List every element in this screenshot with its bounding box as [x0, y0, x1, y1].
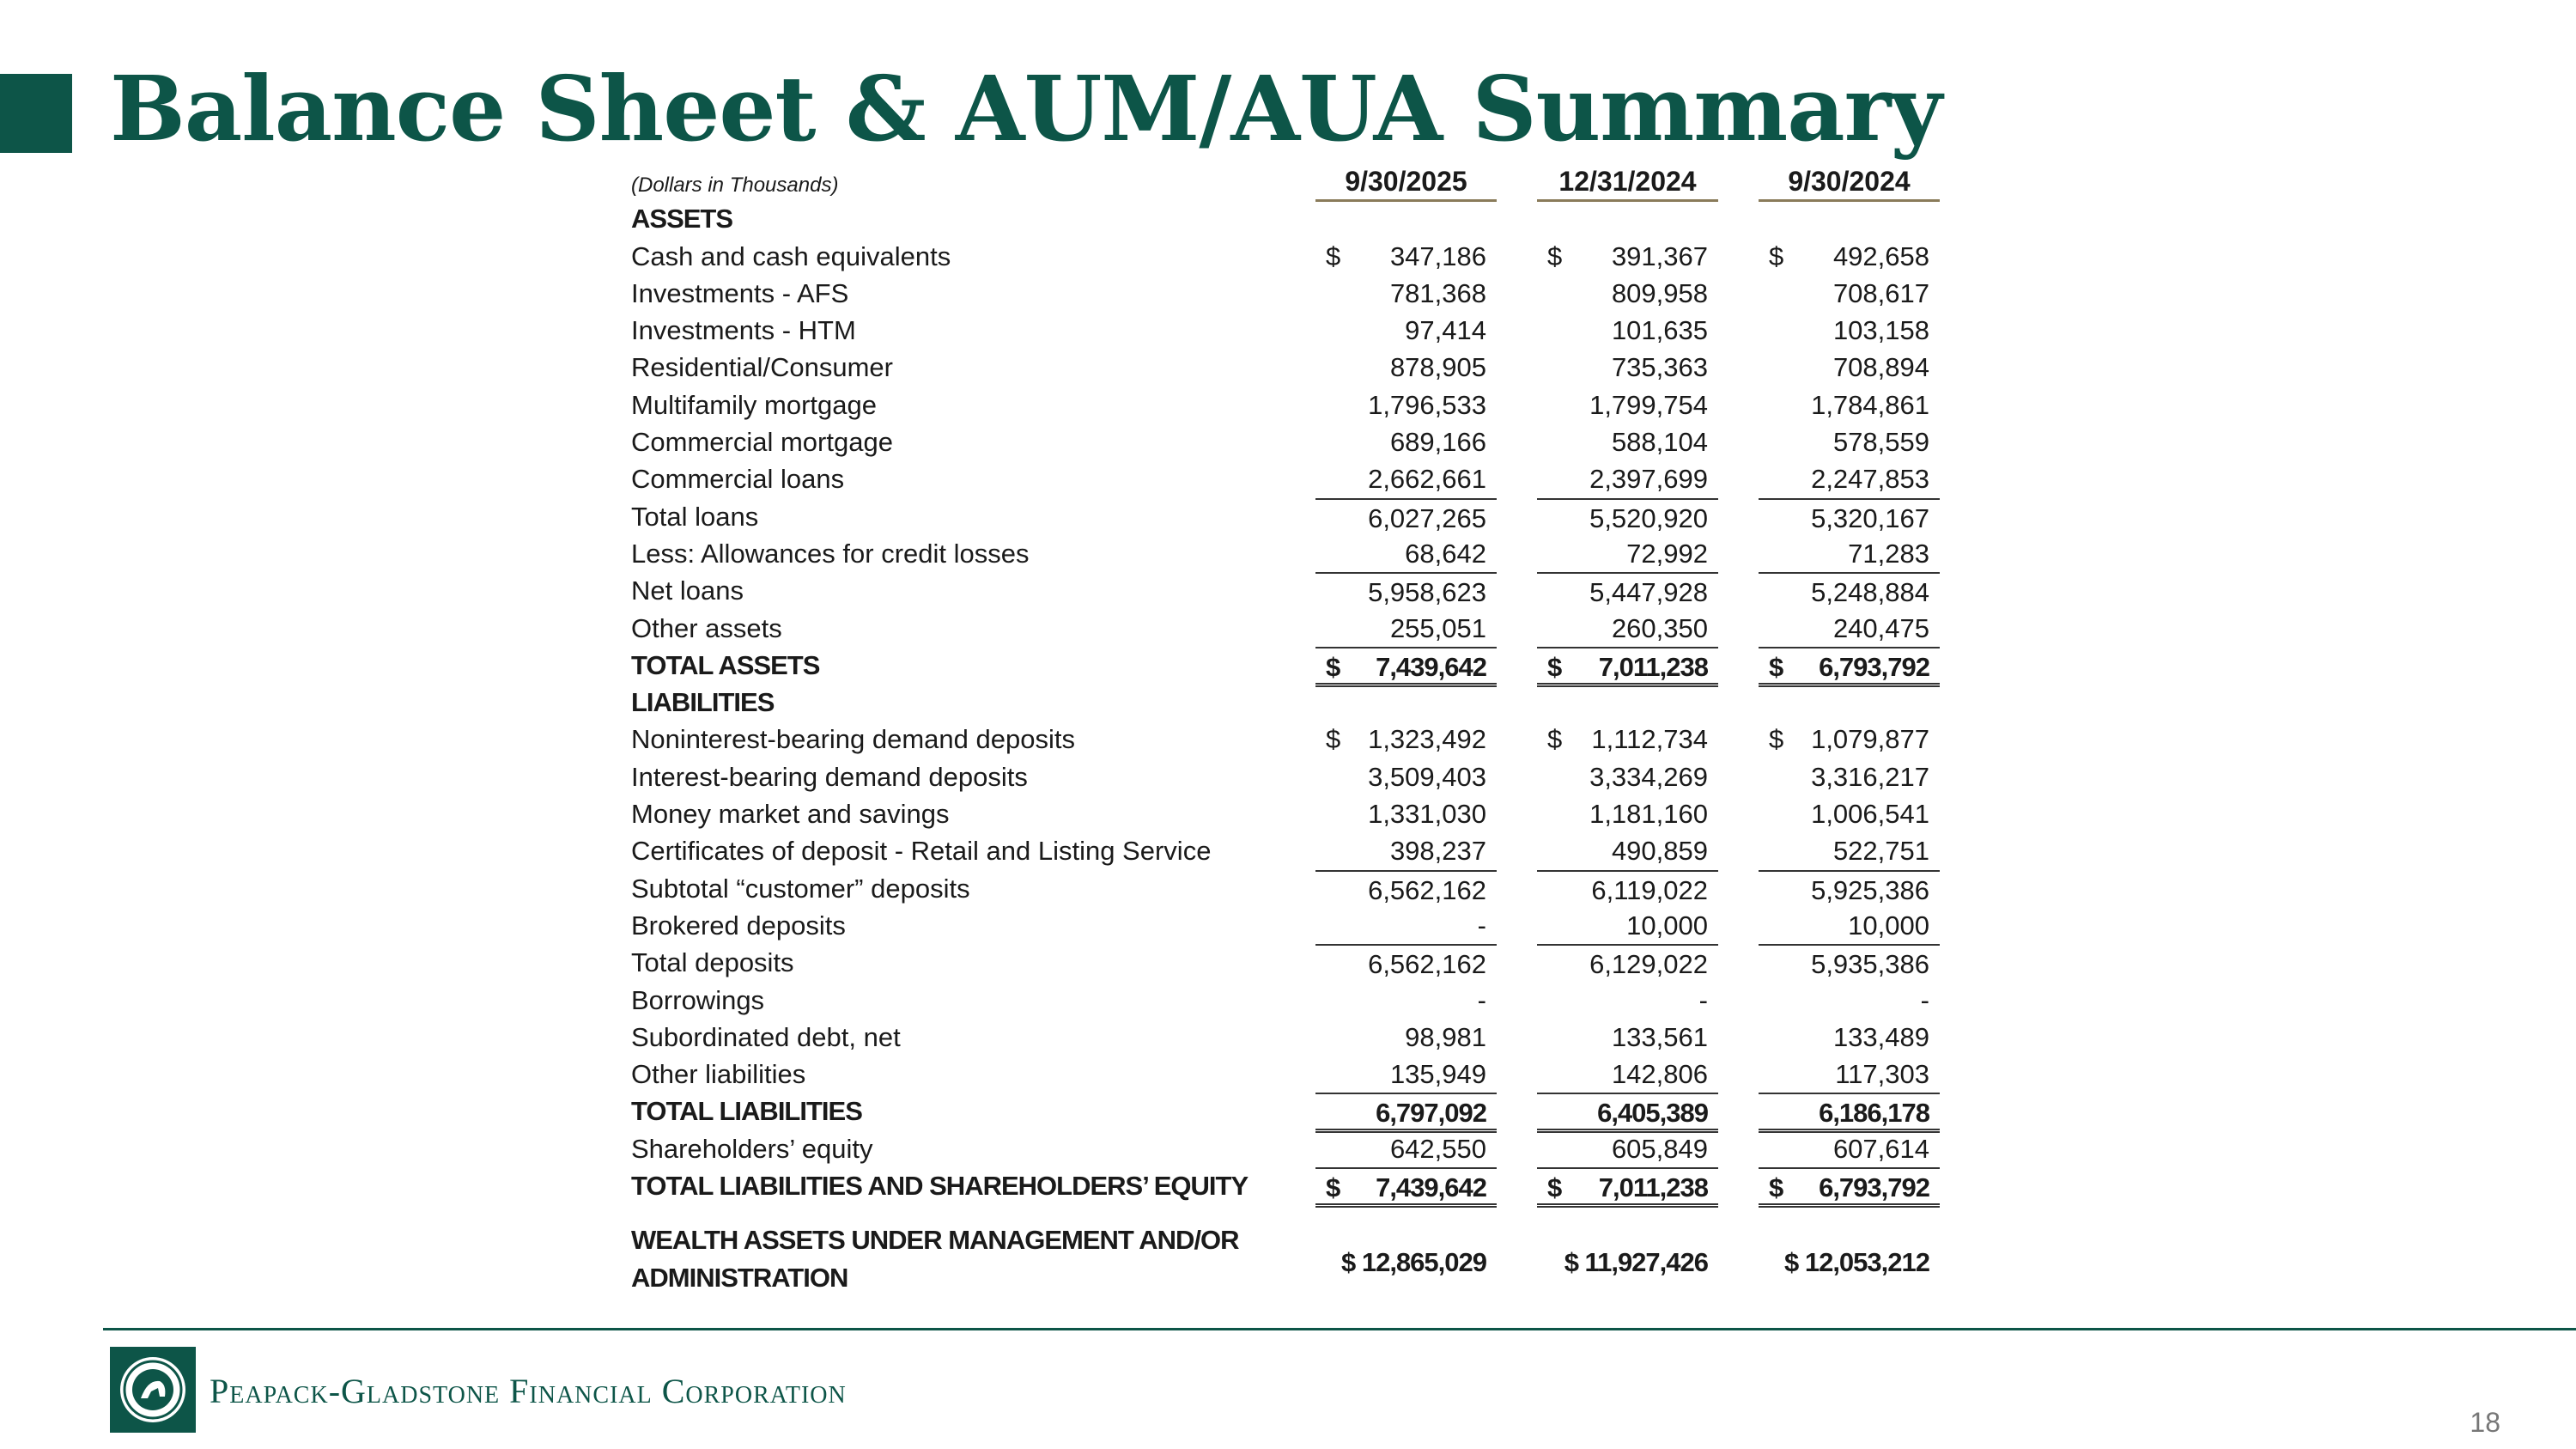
- cell-value: 1,796,533: [1368, 389, 1486, 420]
- column-header: 9/30/2025: [1315, 163, 1497, 202]
- table-cell: [1315, 610, 1497, 647]
- cell-value: 5,447,928: [1589, 577, 1708, 608]
- cell-value: 133,489: [1832, 1021, 1929, 1052]
- row-label: Total loans: [631, 501, 759, 532]
- table-row: [631, 460, 1953, 497]
- row-label: Multifamily mortgage: [631, 389, 877, 420]
- row-label: Investments - HTM: [631, 315, 856, 346]
- cell-value: 2,662,661: [1368, 464, 1486, 495]
- cell-value: 10,000: [1626, 910, 1708, 941]
- cell-value: 240,475: [1832, 612, 1929, 643]
- table-row: [631, 721, 1953, 758]
- cell-value: 7,011,238: [1598, 1172, 1708, 1203]
- dollar-sign: $: [1326, 1172, 1340, 1203]
- table-cell: [1759, 275, 1940, 312]
- table-row: [631, 1019, 1953, 1056]
- table-cell: [1537, 312, 1718, 349]
- table-cell: [1537, 275, 1718, 312]
- table-cell: [1759, 312, 1940, 349]
- aum-value: $ 12,053,212: [1783, 1247, 1929, 1278]
- table-cell: [1537, 1167, 1718, 1208]
- table-cell: [1759, 721, 1940, 758]
- table-cell: [1759, 795, 1940, 832]
- page-number: 18: [2470, 1407, 2500, 1438]
- cell-value: 5,520,920: [1589, 502, 1708, 533]
- cell-value: 133,561: [1611, 1021, 1708, 1052]
- row-label: ASSETS: [631, 204, 733, 234]
- table-cell: [1537, 758, 1718, 795]
- table-cell: [1537, 1093, 1718, 1133]
- cell-value: 97,414: [1405, 315, 1486, 346]
- table-row: [631, 1093, 1953, 1129]
- table-row: [631, 795, 1953, 832]
- cell-value: 735,363: [1611, 352, 1708, 383]
- cell-value: 6,027,265: [1368, 502, 1486, 533]
- table-cell: [1759, 387, 1940, 423]
- row-label: Shareholders’ equity: [631, 1133, 873, 1164]
- cell-value: 1,006,541: [1811, 799, 1929, 830]
- table-cell: [1537, 572, 1718, 611]
- table-cell: [1315, 907, 1497, 944]
- table-row: [631, 200, 1953, 237]
- cell-value: -: [1920, 984, 1929, 1015]
- table-header-row: [631, 163, 1953, 200]
- table-cell: [1315, 982, 1497, 1019]
- cell-value: 142,806: [1611, 1059, 1708, 1090]
- cell-value: 7,439,642: [1376, 1172, 1486, 1203]
- table-cell: [1315, 1019, 1497, 1056]
- row-label: Cash and cash equivalents: [631, 240, 951, 271]
- table-cell: [1537, 1130, 1718, 1167]
- cell-value: 605,849: [1611, 1133, 1708, 1164]
- cell-value: 6,119,022: [1591, 874, 1708, 905]
- cell-value: 6,186,178: [1819, 1098, 1929, 1129]
- cell-value: 3,316,217: [1811, 761, 1929, 792]
- aum-value: $ 11,927,426: [1564, 1247, 1708, 1278]
- cell-value: 6,562,162: [1368, 874, 1486, 905]
- table-row: [631, 572, 1953, 609]
- table-cell: [1759, 460, 1940, 497]
- page-title: Balance Sheet & AUM/AUA Summary: [110, 56, 1941, 161]
- cell-value: 103,158: [1832, 315, 1929, 346]
- cell-value: 781,368: [1389, 277, 1486, 308]
- table-row: [631, 498, 1953, 535]
- row-label: Other assets: [631, 612, 782, 643]
- table-cell: [1537, 460, 1718, 497]
- cell-value: 7,439,642: [1376, 651, 1486, 682]
- cell-value: 1,112,734: [1591, 724, 1708, 755]
- table-cell: [1315, 460, 1497, 497]
- table-row: [631, 832, 1953, 869]
- table-cell: [1315, 535, 1497, 572]
- table-cell: [1537, 387, 1718, 423]
- table-cell: [1537, 1019, 1718, 1056]
- table-cell: [1537, 1056, 1718, 1093]
- cell-value: 5,925,386: [1811, 874, 1929, 905]
- table-cell: [1537, 982, 1718, 1019]
- row-label: Residential/Consumer: [631, 352, 893, 383]
- table-cell: [1759, 1019, 1940, 1056]
- company-name: Peapack-Gladstone Financial Corporation: [210, 1372, 847, 1410]
- cell-value: -: [1477, 910, 1486, 941]
- row-label: Interest-bearing demand deposits: [631, 761, 1028, 792]
- table-cell: [1759, 982, 1940, 1019]
- row-label: TOTAL ASSETS: [631, 649, 820, 680]
- table-cell: [1537, 349, 1718, 386]
- row-label: TOTAL LIABILITIES AND SHAREHOLDERS’ EQUITY: [631, 1171, 1249, 1202]
- cell-value: 68,642: [1405, 538, 1486, 569]
- cell-value: 10,000: [1848, 910, 1929, 941]
- cell-value: 347,186: [1389, 240, 1486, 271]
- cell-value: 490,859: [1611, 836, 1708, 867]
- table-row: [631, 1130, 1953, 1167]
- column-header: 9/30/2024: [1759, 163, 1940, 202]
- cell-value: 642,550: [1389, 1133, 1486, 1164]
- cell-value: 101,635: [1611, 315, 1708, 346]
- table-cell: [1315, 647, 1497, 687]
- table-cell: [1315, 1167, 1497, 1208]
- dollar-sign: $: [1769, 651, 1783, 682]
- row-label: Investments - AFS: [631, 277, 849, 308]
- row-label: Commercial mortgage: [631, 427, 893, 458]
- row-label: Other liabilities: [631, 1059, 806, 1090]
- row-label: Noninterest-bearing demand deposits: [631, 724, 1075, 755]
- table-cell: [1315, 944, 1497, 983]
- row-label: Certificates of deposit - Retail and Listing Service: [631, 836, 1212, 867]
- table-row: [631, 758, 1953, 795]
- cell-value: 5,320,167: [1811, 502, 1929, 533]
- table-row: [631, 275, 1953, 312]
- cell-value: 1,331,030: [1368, 799, 1486, 830]
- table-row: [631, 907, 1953, 944]
- cell-value: 689,166: [1389, 427, 1486, 458]
- dollar-sign: $: [1326, 724, 1341, 755]
- cell-value: 391,367: [1611, 240, 1708, 271]
- row-label: Less: Allowances for credit losses: [631, 538, 1030, 569]
- table-cell: [1759, 1093, 1940, 1133]
- cell-value: 708,617: [1832, 277, 1929, 308]
- table-cell: [1759, 535, 1940, 572]
- table-cell: [1537, 795, 1718, 832]
- cell-value: 71,283: [1848, 538, 1929, 569]
- table-cell: [1759, 1056, 1940, 1093]
- table-cell: [1759, 572, 1940, 611]
- cell-value: 2,247,853: [1811, 464, 1929, 495]
- table-cell: [1537, 907, 1718, 944]
- table-cell: [1537, 610, 1718, 647]
- table-cell: [1315, 387, 1497, 423]
- table-cell: [1315, 832, 1497, 869]
- table-cell: [1759, 1167, 1940, 1208]
- cell-value: 3,509,403: [1368, 761, 1486, 792]
- table-cell: [1315, 275, 1497, 312]
- cell-value: 7,011,238: [1598, 651, 1708, 682]
- row-label: LIABILITIES: [631, 687, 775, 718]
- table-row: [631, 312, 1953, 349]
- table-cell: [1315, 1056, 1497, 1093]
- cell-value: 3,334,269: [1589, 761, 1708, 792]
- dollar-sign: $: [1326, 240, 1341, 271]
- row-label: Subordinated debt, net: [631, 1021, 901, 1052]
- cell-value: 98,981: [1405, 1021, 1486, 1052]
- table-cell: [1315, 758, 1497, 795]
- table-cell: [1759, 870, 1940, 909]
- table-cell: [1759, 758, 1940, 795]
- cell-value: 578,559: [1832, 427, 1929, 458]
- aum-row: [631, 1221, 1953, 1300]
- table-cell: [1537, 238, 1718, 275]
- cell-value: 6,405,389: [1597, 1098, 1708, 1129]
- aum-label: WEALTH ASSETS UNDER MANAGEMENT AND/OR ADMINISTRATION: [631, 1225, 1239, 1294]
- table-row: [631, 1056, 1953, 1093]
- table-cell: [1315, 1130, 1497, 1167]
- table-cell: [1759, 238, 1940, 275]
- cell-value: 135,949: [1389, 1059, 1486, 1090]
- table-row: [631, 423, 1953, 460]
- table-cell: [1315, 721, 1497, 758]
- cell-value: 607,614: [1832, 1133, 1929, 1164]
- table-cell: [1537, 870, 1718, 909]
- row-label: Brokered deposits: [631, 910, 846, 941]
- table-body: [631, 200, 1953, 1204]
- dollar-sign: $: [1547, 1172, 1562, 1203]
- cell-value: 398,237: [1389, 836, 1486, 867]
- cell-value: 1,799,754: [1589, 389, 1708, 420]
- table-row: [631, 349, 1953, 386]
- table-cell: [1759, 610, 1940, 647]
- table-cell: [1759, 1130, 1940, 1167]
- table-row: [631, 684, 1953, 721]
- cell-value: 708,894: [1832, 352, 1929, 383]
- cell-value: 72,992: [1626, 538, 1708, 569]
- balance-sheet-table: [631, 163, 1953, 1300]
- cell-value: 5,958,623: [1368, 577, 1486, 608]
- table-cell: [1315, 349, 1497, 386]
- dollar-sign: $: [1547, 724, 1563, 755]
- table-cell: [1315, 238, 1497, 275]
- footer-divider: [103, 1328, 2576, 1330]
- row-label: Net loans: [631, 575, 744, 606]
- table-cell: [1537, 832, 1718, 869]
- cell-value: 5,248,884: [1811, 577, 1929, 608]
- cell-value: -: [1477, 984, 1486, 1015]
- table-row: [631, 1167, 1953, 1204]
- table-row: [631, 982, 1953, 1019]
- aum-value: $ 12,865,029: [1340, 1247, 1486, 1278]
- cell-value: 588,104: [1611, 427, 1708, 458]
- cell-value: 260,350: [1611, 612, 1708, 643]
- table-row: [631, 610, 1953, 647]
- row-label: Commercial loans: [631, 464, 845, 495]
- table-cell: [1315, 312, 1497, 349]
- table-cell: [1759, 498, 1940, 537]
- table-cell: [1537, 647, 1718, 687]
- table-cell: [1759, 423, 1940, 460]
- table-row: [631, 238, 1953, 275]
- cell-value: 2,397,699: [1589, 464, 1708, 495]
- dollar-sign: $: [1326, 651, 1340, 682]
- table-cell: [1537, 535, 1718, 572]
- table-cell: [1315, 795, 1497, 832]
- table-row: [631, 387, 1953, 423]
- cell-value: 1,784,861: [1811, 389, 1929, 420]
- table-cell: [1759, 832, 1940, 869]
- dollar-sign: $: [1769, 724, 1784, 755]
- units-note: (Dollars in Thousands): [631, 174, 839, 197]
- row-label: Borrowings: [631, 984, 765, 1015]
- table-row: [631, 535, 1953, 572]
- table-cell: [1537, 423, 1718, 460]
- cell-value: 6,129,022: [1589, 949, 1708, 980]
- cell-value: 6,562,162: [1368, 949, 1486, 980]
- table-row: [631, 870, 1953, 907]
- cell-value: 5,935,386: [1811, 949, 1929, 980]
- row-label: TOTAL LIABILITIES: [631, 1096, 862, 1127]
- cell-value: 6,793,792: [1819, 1172, 1929, 1203]
- column-header: 12/31/2024: [1537, 163, 1718, 202]
- company-seal-icon: [110, 1347, 196, 1433]
- cell-value: 117,303: [1835, 1059, 1929, 1090]
- table-cell: [1537, 944, 1718, 983]
- table-cell: [1537, 498, 1718, 537]
- cell-value: 6,797,092: [1376, 1098, 1486, 1129]
- cell-value: 522,751: [1832, 836, 1929, 867]
- row-label: Money market and savings: [631, 799, 950, 830]
- table-cell: [1759, 907, 1940, 944]
- table-cell: [1759, 647, 1940, 687]
- cell-value: 255,051: [1389, 612, 1486, 643]
- table-row: [631, 647, 1953, 684]
- dollar-sign: $: [1769, 1172, 1783, 1203]
- cell-value: -: [1698, 984, 1708, 1015]
- cell-value: 878,905: [1389, 352, 1486, 383]
- row-label: Subtotal “customer” deposits: [631, 873, 970, 904]
- cell-value: 6,793,792: [1819, 651, 1929, 682]
- cell-value: 809,958: [1611, 277, 1708, 308]
- table-cell: [1759, 944, 1940, 983]
- cell-value: 1,181,160: [1589, 799, 1708, 830]
- table-row: [631, 944, 1953, 981]
- table-cell: [1315, 572, 1497, 611]
- table-cell: [1315, 870, 1497, 909]
- dollar-sign: $: [1547, 240, 1563, 271]
- table-cell: [1537, 721, 1718, 758]
- row-label: Total deposits: [631, 947, 794, 978]
- cell-value: 1,323,492: [1368, 724, 1486, 755]
- table-cell: [1759, 349, 1940, 386]
- cell-value: 1,079,877: [1811, 724, 1929, 755]
- table-cell: [1315, 423, 1497, 460]
- title-accent-block: [0, 74, 72, 153]
- dollar-sign: $: [1547, 651, 1562, 682]
- dollar-sign: $: [1769, 240, 1784, 271]
- table-cell: [1315, 1093, 1497, 1133]
- cell-value: 492,658: [1832, 240, 1929, 271]
- table-cell: [1315, 498, 1497, 537]
